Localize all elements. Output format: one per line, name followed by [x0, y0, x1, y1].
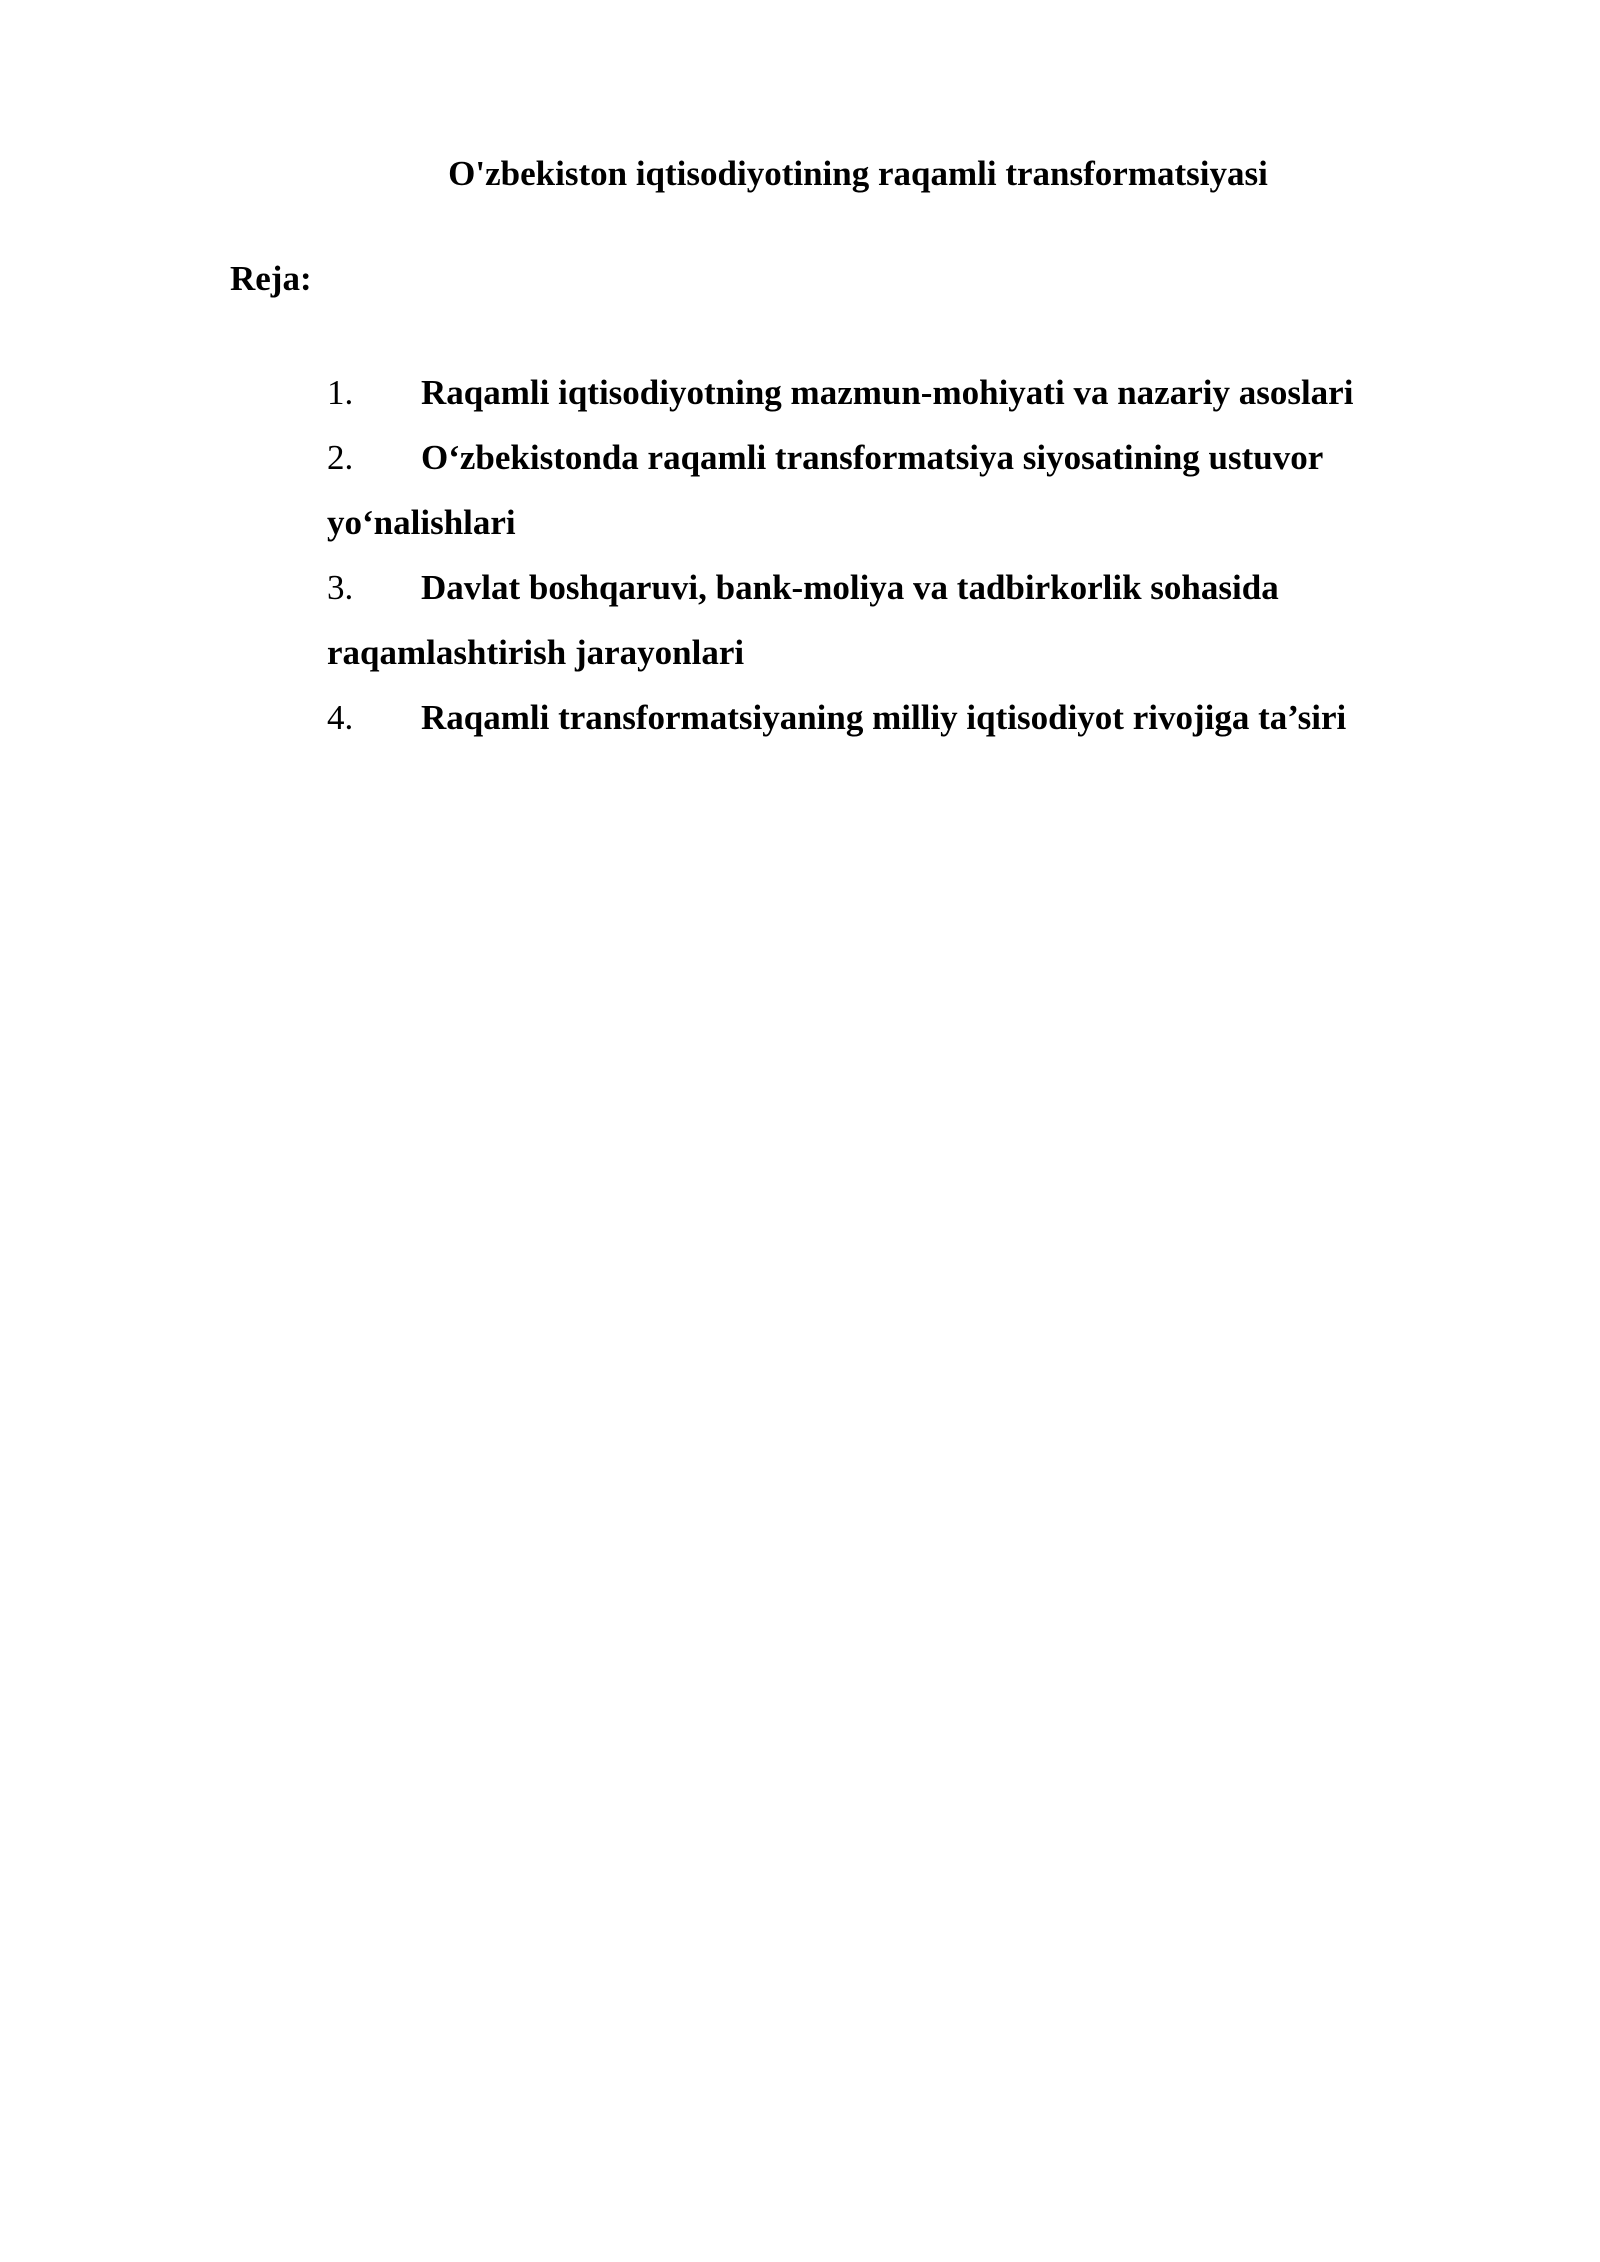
plan-item-text: Raqamli transformatsiyaning milliy iqtisodiyot rivojiga ta’siri	[421, 698, 1347, 737]
plan-heading: Reja:	[230, 259, 312, 298]
plan-list	[327, 360, 1467, 750]
plan-item-number: 2.	[327, 438, 354, 477]
plan-item-4	[327, 685, 1467, 750]
plan-item-number: 4.	[327, 698, 354, 737]
document-title: O'zbekiston iqtisodiyotining raqamli transformatsiyasi	[448, 154, 1268, 193]
plan-item-text: Davlat boshqaruvi, bank-moliya va tadbirkorlik sohasida raqamlashtirish jarayonlari	[327, 568, 1279, 672]
plan-item-number: 3.	[327, 568, 354, 607]
plan-item-text: Raqamli iqtisodiyotning mazmun-mohiyati va nazariy asoslari	[421, 373, 1354, 412]
plan-item-3	[327, 555, 1467, 685]
plan-item-text: O‘zbekistonda raqamli transformatsiya siyosatining ustuvor yo‘nalishlari	[327, 438, 1323, 542]
plan-item-number: 1.	[327, 373, 354, 412]
plan-item-1	[327, 360, 1467, 425]
plan-item-2	[327, 425, 1467, 555]
